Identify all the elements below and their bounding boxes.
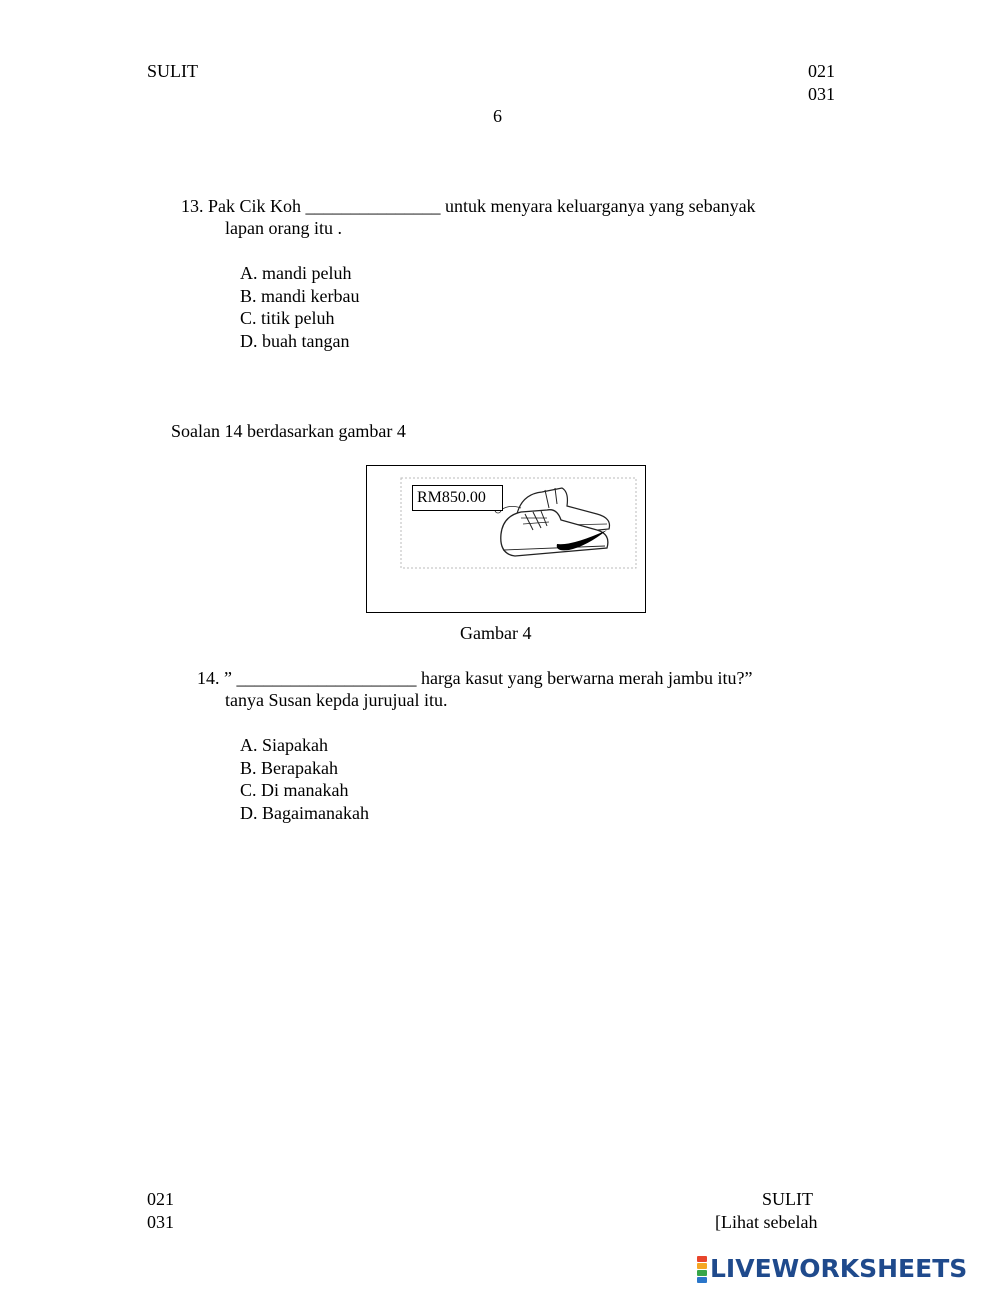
option-14-a[interactable]: A. Siapakah [240, 735, 328, 755]
header-sulit: SULIT [147, 61, 198, 81]
option-13-a[interactable]: A. mandi peluh [240, 263, 352, 283]
option-13-d[interactable]: D. buah tangan [240, 331, 350, 351]
footer-code-1: 021 [147, 1189, 174, 1209]
option-14-d[interactable]: D. Bagaimanakah [240, 803, 369, 823]
liveworksheets-logo [697, 1256, 967, 1282]
option-13-c[interactable]: C. titik peluh [240, 308, 335, 328]
section-note: Soalan 14 berdasarkan gambar 4 [171, 421, 406, 441]
footer-code-2: 031 [147, 1212, 174, 1232]
figure-caption: Gambar 4 [460, 623, 532, 643]
header-code-1: 021 [808, 61, 835, 81]
page-number: 6 [493, 106, 502, 126]
brand-name: LIVEWORKSHEETS [710, 1254, 968, 1283]
footer-sulit: SULIT [762, 1189, 813, 1209]
question-14-stem: 14. ” ____________________ harga kasut yang berwarna merah jambu itu?” [197, 668, 753, 688]
question-13-stem-cont: lapan orang itu . [225, 218, 342, 238]
option-14-b[interactable]: B. Berapakah [240, 758, 338, 778]
header-code-2: 031 [808, 84, 835, 104]
question-13-stem: 13. Pak Cik Koh _______________ untuk menyara keluarganya yang sebanyak [181, 196, 756, 216]
figure-4-frame [366, 465, 646, 613]
price-tag: RM850.00 [412, 485, 503, 511]
option-14-c[interactable]: C. Di manakah [240, 780, 349, 800]
question-14-stem-cont: tanya Susan kepda jurujual itu. [225, 690, 448, 710]
brand-blocks-icon [697, 1256, 707, 1283]
option-13-b[interactable]: B. mandi kerbau [240, 286, 360, 306]
footer-lihat-sebelah: [Lihat sebelah [715, 1212, 818, 1232]
